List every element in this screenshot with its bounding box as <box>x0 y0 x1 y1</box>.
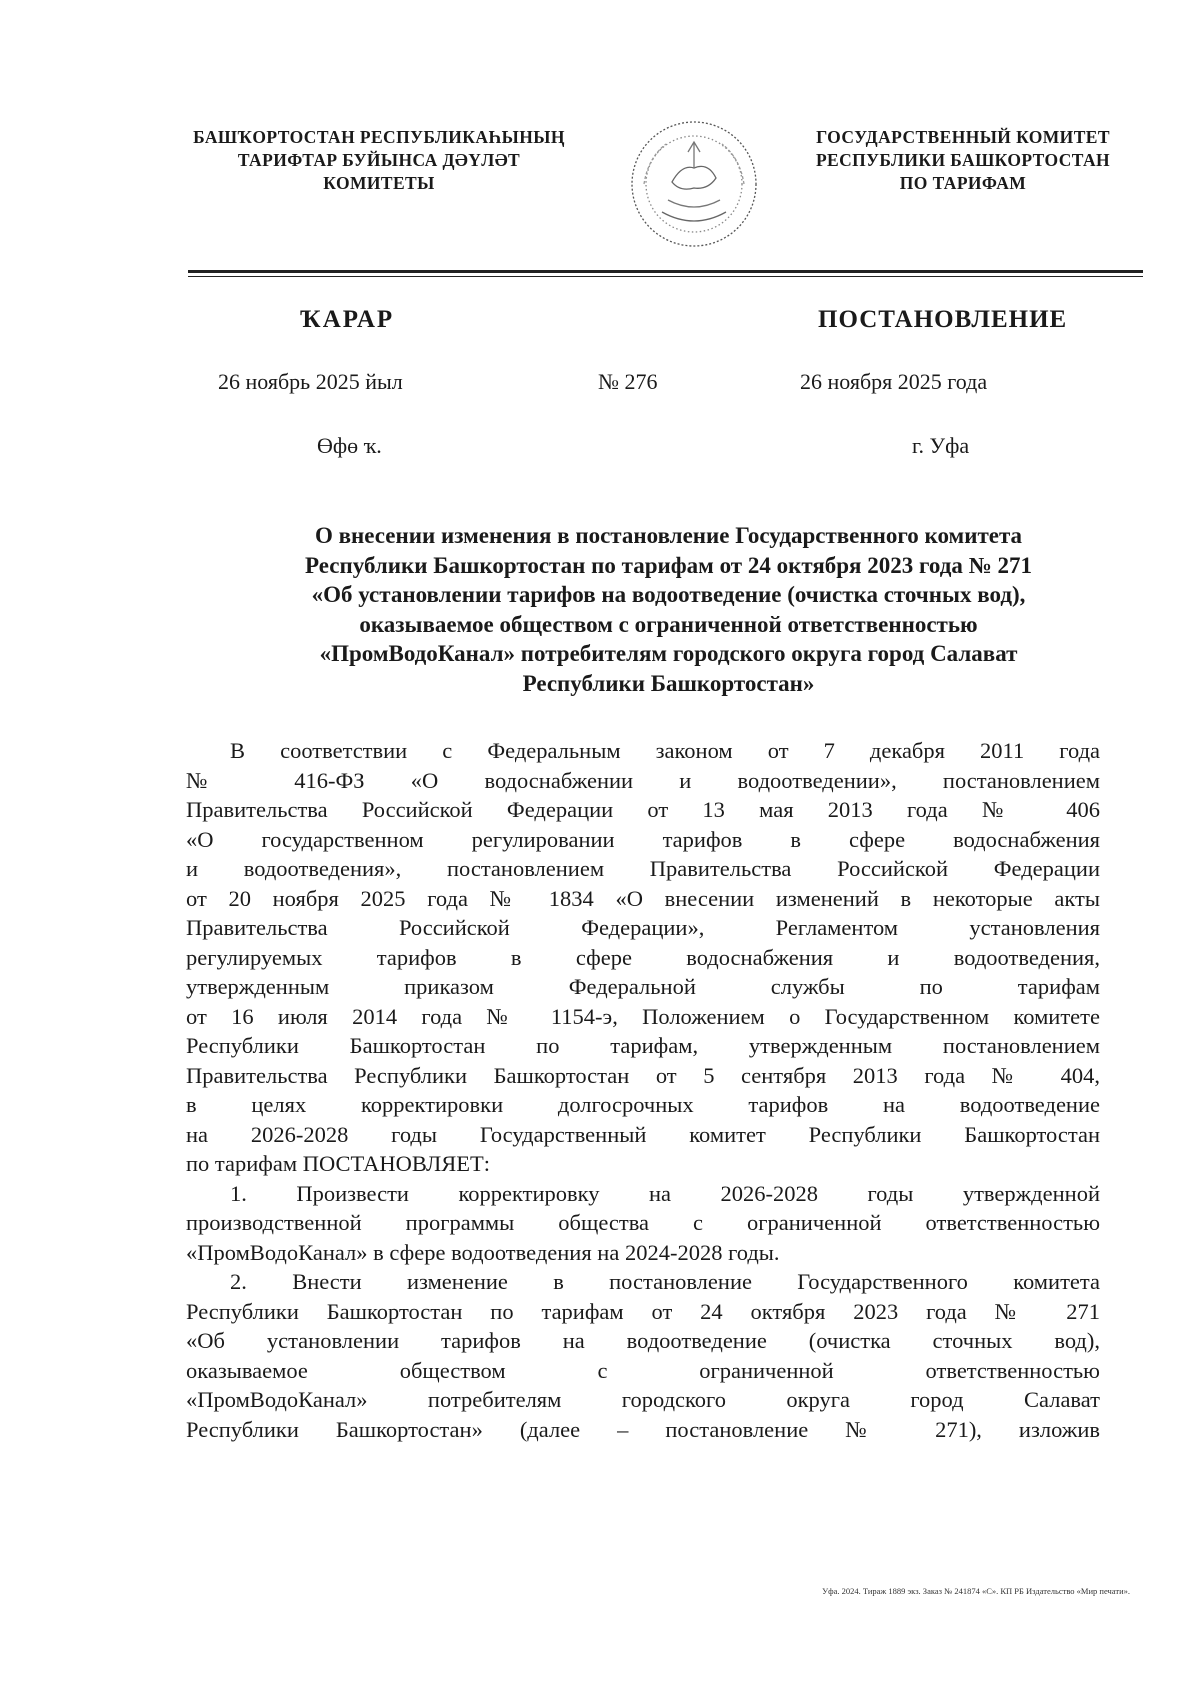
body-line: от 16 июля 2014 года № 1154-э, Положением о Государственном комитете <box>186 1003 1100 1029</box>
city-russian: г. Уфа <box>912 433 970 458</box>
body-line: Республики Башкортостан по тарифам, утвержденным постановлением <box>186 1033 1100 1058</box>
body-line: № 416-ФЗ «О водоснабжении и водоотведении», постановлением <box>186 767 1100 793</box>
date-bashkir: 26 ноябрь 2025 йыл <box>218 369 403 394</box>
body-line: «ПромВодоКанал» потребителям городского округа город Салават <box>186 1387 1100 1412</box>
body-line: 1. Произвести корректировку на 2026-2028 годы утвержденной <box>230 1180 1100 1206</box>
doc-type-bashkir: ҠАРАР <box>300 306 395 333</box>
body-line: на 2026-2028 годы Государственный комитет Республики Башкортостан <box>186 1121 1100 1147</box>
authority-name-bashkir-line: КОМИТЕТЫ <box>323 173 435 193</box>
body-line: Правительства Российской Федерации от 13 мая 2013 года № 406 <box>186 797 1100 822</box>
authority-name-bashkir-line: БАШҠОРТОСТАН РЕСПУБЛИКАҺЫНЫҢ <box>193 127 565 147</box>
title-line: Республики Башкортостан по тарифам от 24 октября 2023 года № 271 <box>305 552 1032 578</box>
document-number: № 276 <box>598 369 658 394</box>
city-bashkir: Өфө ҡ. <box>317 433 382 458</box>
title-line: О внесении изменения в постановление Государственного комитета <box>314 523 1023 548</box>
authority-name-bashkir-line: ТАРИФТАР БУЙЫНСА ДӘҮЛӘТ <box>237 150 521 170</box>
body-line: утвержденным приказом Федеральной службы по тарифам <box>186 974 1100 999</box>
body-line: «Об установлении тарифов на водоотведение (очистка сточных вод), <box>186 1328 1100 1353</box>
header-divider-thin <box>188 276 1143 277</box>
body-line: и водоотведения», постановлением Правительства Российской Федерации <box>186 856 1100 881</box>
body-line: Республики Башкортостан по тарифам от 24 октября 2023 года № 271 <box>186 1298 1100 1324</box>
title-line: «ПромВодоКанал» потребителям городского округа город Салават <box>319 641 1018 666</box>
body-line: производственной программы общества с ограниченной ответственностью <box>186 1210 1100 1235</box>
bashkortostan-coat-of-arms-icon <box>628 118 760 250</box>
body-line: «О государственном регулировании тарифов в сфере водоснабжения <box>186 826 1100 852</box>
body-line: Республики Башкортостан» (далее – постановление № 271), изложив <box>186 1416 1100 1442</box>
body-line: оказываемое обществом с ограниченной ответственностью <box>186 1357 1100 1383</box>
authority-name-russian-line: ГОСУДАРСТВЕННЫЙ КОМИТЕТ <box>816 127 1110 147</box>
body-line: от 20 ноября 2025 года № 1834 «О внесении изменений в некоторые акты <box>186 885 1100 911</box>
doc-type-russian: ПОСТАНОВЛЕНИЕ <box>818 306 1068 333</box>
body-line: В соответствии с Федеральным законом от 7 декабря 2011 года <box>230 738 1100 763</box>
body-line: Правительства Республики Башкортостан от 5 сентября 2013 года № 404, <box>186 1062 1100 1088</box>
document-body <box>186 736 1100 1444</box>
title-line: оказываемое обществом с ограниченной ответственностью <box>359 611 978 637</box>
body-line: «ПромВодоКанал» в сфере водоотведения на 2024-2028 годы. <box>186 1239 780 1265</box>
body-line: регулируемых тарифов в сфере водоснабжения и водоотведения, <box>186 944 1100 970</box>
date-russian: 26 ноября 2025 года <box>800 369 988 394</box>
printer-imprint: Уфа. 2024. Тираж 1889 экз. Заказ № 241874 «С». КП РБ Издательство «Мир печати». <box>822 1586 1130 1596</box>
body-line: в целях корректировки долгосрочных тарифов на водоотведение <box>186 1092 1100 1117</box>
body-line: Правительства Российской Федерации», Регламентом установления <box>186 915 1100 940</box>
body-line: по тарифам ПОСТАНОВЛЯЕТ: <box>186 1151 491 1176</box>
authority-name-russian-line: ПО ТАРИФАМ <box>899 173 1027 193</box>
body-line: 2. Внести изменение в постановление Государственного комитета <box>230 1269 1100 1294</box>
authority-name-russian <box>782 126 1144 195</box>
header-divider-thick <box>188 270 1143 273</box>
document-title <box>186 521 1151 698</box>
authority-name-bashkir <box>180 126 578 195</box>
title-line: «Об установлении тарифов на водоотведение (очистка сточных вод), <box>311 582 1026 607</box>
title-line: Республики Башкортостан» <box>522 670 815 696</box>
authority-name-russian-line: РЕСПУБЛИКИ БАШКОРТОСТАН <box>815 150 1111 170</box>
